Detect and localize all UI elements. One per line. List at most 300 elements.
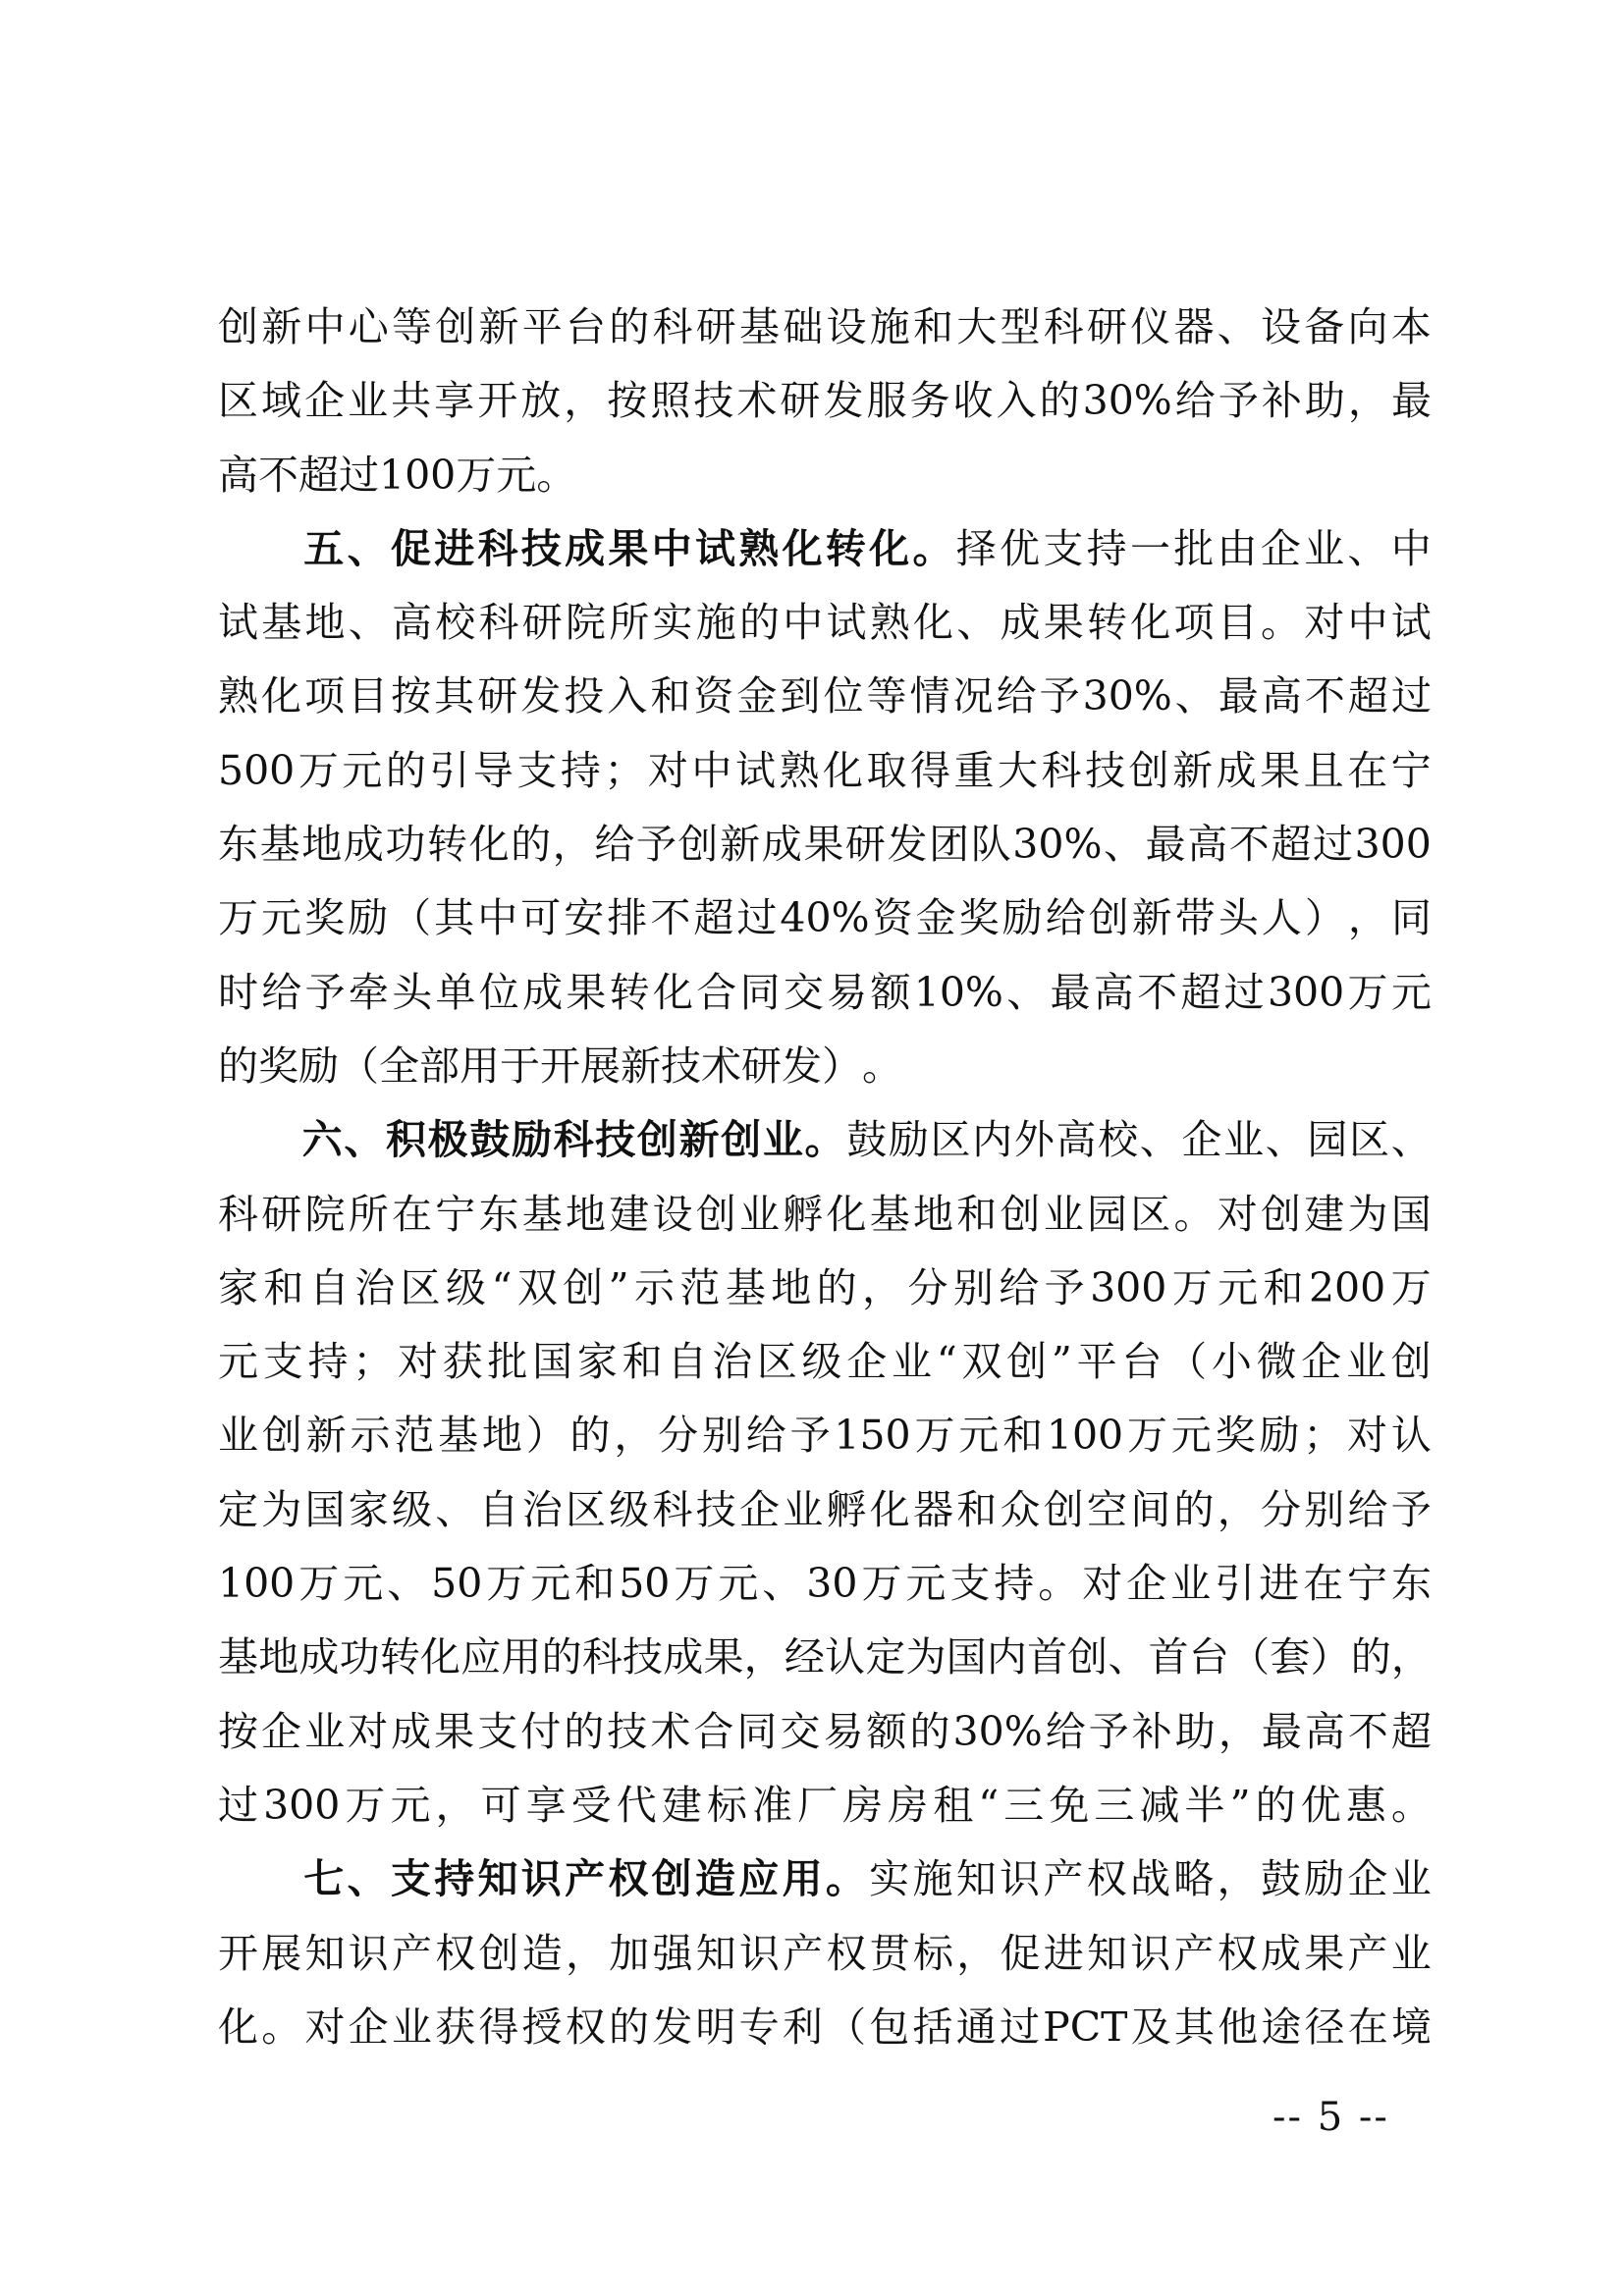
glyph: 获: [435, 2002, 476, 2051]
glyph: 企: [1181, 1116, 1222, 1164]
glyph: 10%: [913, 968, 1003, 1016]
glyph: 和: [913, 303, 953, 350]
glyph: 按: [218, 1707, 258, 1755]
glyph: 给: [745, 1412, 786, 1460]
glyph: 创: [1000, 1190, 1041, 1238]
glyph: 熟: [779, 746, 820, 794]
glyph: 合: [696, 968, 737, 1016]
glyph: 和: [956, 1485, 998, 1533]
glyph: 地: [566, 1190, 606, 1238]
glyph: 化: [869, 1485, 910, 1533]
glyph: 外: [1013, 1116, 1055, 1164]
text-line: [218, 586, 1432, 660]
glyph: 交: [783, 968, 824, 1016]
text-line: [218, 1030, 1432, 1103]
glyph: 创: [478, 1929, 519, 1977]
glyph: 宁: [1390, 746, 1432, 794]
glyph: 头: [1218, 894, 1259, 942]
glyph: 专: [738, 2002, 780, 2051]
glyph: 给: [1045, 1707, 1086, 1755]
glyph: 万: [1390, 1263, 1432, 1311]
glyph: 及: [1130, 2002, 1171, 2051]
glyph: 基: [259, 821, 300, 869]
glyph: 级: [392, 1485, 432, 1533]
glyph: 级: [801, 1338, 842, 1386]
glyph: 不: [258, 451, 298, 499]
text-line: [218, 660, 1432, 733]
glyph: 企: [348, 2002, 389, 2051]
glyph: 万: [1126, 1412, 1167, 1460]
glyph: 元: [261, 894, 302, 942]
glyph: 批: [487, 1338, 528, 1386]
text-line: [218, 1547, 1432, 1621]
glyph: 中: [1390, 524, 1432, 572]
glyph: 权: [565, 2002, 606, 2051]
glyph: 孵: [783, 1190, 824, 1238]
glyph: 享: [434, 377, 475, 425]
glyph: 化: [652, 968, 693, 1016]
glyph: 、: [1265, 1116, 1306, 1164]
glyph: 创: [636, 1116, 677, 1164]
glyph: 。: [1173, 1190, 1215, 1238]
glyph: 予: [635, 821, 677, 869]
glyph: 企: [304, 377, 346, 425]
glyph: 补: [1261, 377, 1302, 425]
text-line: [218, 1842, 1432, 1916]
glyph: 示: [350, 1412, 391, 1460]
glyph: 对: [1304, 599, 1345, 647]
glyph: 租: [933, 1781, 974, 1829]
glyph: 器: [913, 1485, 953, 1533]
glyph: 新: [1131, 894, 1172, 942]
glyph: 全: [379, 1041, 419, 1090]
glyph: 。: [1390, 1781, 1432, 1829]
glyph: 100: [218, 1560, 296, 1608]
glyph: 区: [1130, 1190, 1171, 1238]
glyph: （: [826, 2002, 867, 2051]
glyph: 业: [892, 1338, 933, 1386]
glyph: （: [1229, 1633, 1271, 1682]
glyph: 途: [1261, 2002, 1302, 2051]
glyph: 套: [1270, 1633, 1311, 1682]
glyph: 空: [1087, 1485, 1127, 1533]
glyph: 过: [1223, 968, 1265, 1016]
glyph: 的: [511, 821, 552, 869]
glyph: 。: [912, 524, 953, 572]
glyph: 于: [500, 1041, 540, 1090]
glyph: 用: [460, 1041, 500, 1090]
glyph: 不: [650, 894, 691, 942]
glyph: 东: [1391, 1560, 1432, 1608]
glyph: 可: [480, 1781, 521, 1829]
glyph: 科: [553, 1116, 594, 1164]
glyph: 展: [261, 1929, 302, 1977]
glyph: 知: [304, 1929, 346, 1977]
glyph: 识: [348, 1929, 389, 1977]
glyph: 中: [304, 303, 346, 350]
glyph: 投: [564, 672, 605, 721]
glyph: 成: [1261, 1929, 1301, 1977]
glyph: 展: [580, 1041, 621, 1090]
glyph: 40%: [780, 894, 870, 942]
glyph: 万: [298, 1560, 340, 1608]
glyph: 成: [565, 524, 606, 572]
glyph: 的: [564, 1707, 605, 1755]
glyph: 支: [477, 1707, 518, 1755]
glyph: 创: [651, 1855, 692, 1903]
glyph: 给: [999, 1263, 1040, 1311]
glyph: ，: [435, 1781, 476, 1829]
glyph: 基: [218, 1633, 258, 1682]
glyph: 成: [1000, 599, 1041, 647]
glyph: 果: [1260, 746, 1301, 794]
glyph: 的: [1173, 1485, 1215, 1533]
glyph: 务: [909, 377, 950, 425]
glyph: 的: [909, 1707, 950, 1755]
glyph: ）: [822, 1041, 862, 1090]
glyph: 鼓: [1260, 1855, 1301, 1903]
glyph: 家: [218, 1263, 258, 1311]
glyph: 新: [678, 1116, 720, 1164]
glyph: 战: [1129, 1855, 1170, 1903]
glyph: 基: [725, 1263, 766, 1311]
glyph: 成: [761, 821, 802, 869]
glyph: 三: [1003, 1781, 1045, 1829]
glyph: 试: [826, 599, 867, 647]
glyph: 300: [263, 1781, 341, 1829]
glyph: 高: [392, 599, 432, 647]
glyph: 科: [652, 303, 693, 350]
glyph: （: [339, 1041, 379, 1090]
glyph: 科: [218, 1190, 258, 1238]
glyph: 区: [930, 1116, 971, 1164]
glyph: 厂: [797, 1781, 839, 1829]
glyph: 鼓: [846, 1116, 888, 1164]
glyph: 对: [348, 1707, 389, 1755]
glyph: 转: [426, 821, 467, 869]
glyph: 获: [442, 1338, 483, 1386]
text-line: [218, 881, 1432, 955]
glyph: 熟: [218, 672, 258, 721]
glyph: 给: [1174, 377, 1216, 425]
glyph: 择: [955, 524, 997, 572]
glyph: 产: [565, 1855, 606, 1903]
glyph: 、: [1104, 821, 1145, 869]
glyph: 备: [1304, 303, 1345, 350]
glyph: 在: [1347, 2002, 1388, 2051]
glyph: 成: [343, 821, 384, 869]
glyph: 技: [693, 377, 734, 425]
glyph: 标: [706, 1781, 747, 1829]
glyph: 安: [564, 894, 605, 942]
glyph: 化: [826, 1190, 867, 1238]
glyph: 业: [304, 1707, 346, 1755]
glyph: 微: [1256, 1338, 1297, 1386]
glyph: ，: [1218, 1707, 1259, 1755]
glyph: 成: [298, 1633, 340, 1682]
glyph: 目: [348, 672, 389, 721]
glyph: 台: [1188, 1633, 1229, 1682]
glyph: 予: [1390, 1485, 1432, 1533]
glyph: ；: [1303, 1412, 1344, 1460]
glyph: 大: [998, 746, 1039, 794]
glyph: ；: [604, 746, 645, 794]
text-line: [218, 734, 1432, 808]
glyph: ，: [1347, 377, 1388, 425]
glyph: 受: [570, 1781, 612, 1829]
glyph: 试: [218, 599, 258, 647]
glyph: 且: [1303, 746, 1344, 794]
glyph: 团: [929, 821, 970, 869]
glyph: 、: [956, 599, 998, 647]
glyph: 认: [825, 1633, 866, 1682]
glyph: 不: [1347, 1707, 1388, 1755]
glyph: 150: [834, 1412, 911, 1460]
glyph: 级: [609, 1485, 650, 1533]
glyph: 用: [782, 1855, 823, 1903]
glyph: 元: [1218, 1263, 1259, 1311]
glyph: 的: [609, 303, 650, 350]
glyph: 基: [521, 1190, 563, 1238]
glyph: 万: [861, 1560, 902, 1608]
glyph: 合: [693, 1707, 734, 1755]
glyph: 助: [1304, 377, 1345, 425]
glyph: “: [491, 1263, 513, 1311]
text-line: [218, 1103, 1432, 1177]
text-line: [218, 1252, 1432, 1325]
glyph: 施: [869, 303, 910, 350]
glyph: 排: [607, 894, 648, 942]
glyph: 30: [806, 1560, 858, 1608]
glyph: 内: [972, 1116, 1013, 1164]
glyph: 对: [1082, 1560, 1123, 1608]
glyph: 、: [387, 1560, 428, 1608]
glyph: 自: [308, 1263, 350, 1311]
glyph: 转: [1087, 599, 1127, 647]
glyph: 其: [434, 894, 475, 942]
glyph: 三: [1094, 1781, 1135, 1829]
glyph: 发: [782, 1041, 822, 1090]
glyph: 300: [1267, 968, 1345, 1016]
glyph: 放: [520, 377, 562, 425]
glyph: 创: [1043, 1485, 1084, 1533]
glyph: 标: [913, 1929, 953, 1977]
glyph: 科: [581, 1633, 623, 1682]
glyph: 50: [431, 1560, 483, 1608]
glyph: 一: [1129, 524, 1170, 572]
glyph: 同: [739, 968, 781, 1016]
glyph: 予: [1218, 377, 1259, 425]
text-line: [218, 1991, 1432, 2064]
glyph: 国: [946, 1633, 987, 1682]
glyph: ，: [862, 1263, 903, 1311]
glyph: 按: [607, 377, 648, 425]
glyph: 业: [391, 2002, 432, 2051]
glyph: 大: [956, 303, 998, 350]
glyph: 平: [521, 303, 563, 350]
glyph: 创: [695, 1190, 736, 1238]
glyph: 熟: [869, 599, 910, 647]
glyph: 创: [1067, 1633, 1109, 1682]
glyph: 技: [520, 524, 562, 572]
glyph: 认: [1390, 1412, 1432, 1460]
glyph: ）: [1310, 1633, 1351, 1682]
glyph: 支: [516, 746, 558, 794]
glyph: 权: [826, 1929, 867, 1977]
glyph: 入: [607, 672, 648, 721]
glyph: 、: [348, 599, 389, 647]
glyph: 化: [822, 746, 863, 794]
glyph: 进: [434, 524, 475, 572]
glyph: 励: [888, 1116, 929, 1164]
glyph: 设: [652, 1190, 693, 1238]
glyph: 不: [1228, 821, 1270, 869]
glyph: 创: [1088, 894, 1129, 942]
glyph: 径: [1304, 2002, 1345, 2051]
glyph: 所: [609, 599, 650, 647]
text-line: [218, 439, 1432, 512]
glyph: 万: [674, 1560, 715, 1608]
glyph: 科: [478, 599, 519, 647]
glyph: 持: [994, 1560, 1035, 1608]
glyph: 500: [218, 746, 296, 794]
glyph: 万: [914, 1412, 955, 1460]
glyph: 设: [826, 303, 867, 350]
glyph: 分: [1261, 1485, 1301, 1533]
glyph: 业: [1390, 1855, 1432, 1903]
glyph: 术: [650, 1707, 691, 1755]
glyph: 区: [566, 1485, 606, 1533]
text-line: [218, 1695, 1432, 1769]
glyph: 双: [516, 1263, 558, 1311]
glyph: 超: [1347, 672, 1388, 721]
glyph: 在: [1347, 746, 1388, 794]
glyph: 和: [574, 1560, 616, 1608]
glyph: 批: [1173, 524, 1215, 572]
glyph: 新: [1172, 746, 1214, 794]
glyph: 同: [1390, 894, 1432, 942]
glyph: 过: [218, 1781, 258, 1829]
glyph: 予: [1044, 1263, 1085, 1311]
glyph: 园: [1307, 1116, 1348, 1164]
glyph: 收: [952, 377, 994, 425]
glyph: 持: [434, 1855, 475, 1903]
glyph: 识: [520, 1855, 562, 1903]
glyph: 超: [1180, 968, 1221, 1016]
glyph: 促: [1000, 1929, 1041, 1977]
glyph: 企: [739, 1485, 780, 1533]
glyph: 励: [1001, 894, 1043, 942]
glyph: 励: [511, 1116, 552, 1164]
glyph: 中: [477, 894, 518, 942]
glyph: 易: [827, 968, 868, 1016]
glyph: 的: [569, 1412, 611, 1460]
text-line: [218, 291, 1432, 364]
glyph: 进: [1043, 1929, 1084, 1977]
glyph: 300: [1090, 1263, 1167, 1311]
glyph: 重: [953, 746, 995, 794]
glyph: 技: [1085, 746, 1126, 794]
glyph: 超: [1271, 821, 1312, 869]
glyph: 项: [304, 672, 346, 721]
glyph: 项: [1173, 599, 1215, 647]
glyph: 的: [739, 599, 780, 647]
glyph: 经: [784, 1633, 825, 1682]
glyph: 过: [339, 451, 379, 499]
glyph: 其: [1173, 2002, 1215, 2051]
glyph: 术: [701, 1041, 741, 1090]
glyph: 的: [816, 1263, 857, 1311]
glyph: 业: [762, 1116, 803, 1164]
glyph: 引: [429, 746, 470, 794]
glyph: 研: [477, 672, 518, 721]
glyph: ，: [1347, 894, 1388, 942]
glyph: 不: [1304, 672, 1345, 721]
glyph: 基: [739, 303, 780, 350]
glyph: 元: [390, 1781, 431, 1829]
glyph: 区: [1349, 1116, 1390, 1164]
glyph: 六: [301, 1116, 343, 1164]
glyph: 建: [609, 1190, 650, 1238]
glyph: 化: [1130, 599, 1171, 647]
glyph: 创: [435, 303, 476, 350]
glyph: 30%: [1012, 821, 1103, 869]
glyph: 在: [392, 1190, 432, 1238]
glyph: 、: [1108, 1633, 1149, 1682]
glyph: 免: [1049, 1781, 1090, 1829]
glyph: 鼓: [469, 1116, 511, 1164]
glyph: 资: [872, 894, 913, 942]
glyph: 七: [303, 1855, 345, 1903]
glyph: 额: [866, 1707, 907, 1755]
glyph: 、: [1217, 303, 1258, 350]
glyph: 支: [262, 1338, 303, 1386]
glyph: 技: [661, 1041, 701, 1090]
glyph: 技: [595, 1116, 636, 1164]
glyph: 到: [780, 672, 821, 721]
glyph: 等: [392, 303, 432, 350]
glyph: 开: [477, 377, 518, 425]
glyph: 国: [304, 1485, 346, 1533]
glyph: 万: [1171, 1263, 1213, 1311]
glyph: 。: [825, 1855, 866, 1903]
glyph: 最: [1145, 821, 1186, 869]
glyph: 。: [1038, 1560, 1079, 1608]
glyph: 、: [1006, 968, 1048, 1016]
glyph: 共: [391, 377, 432, 425]
glyph: 成: [522, 968, 564, 1016]
glyph: 转: [825, 524, 866, 572]
glyph: 权: [608, 1855, 649, 1903]
glyph: 东: [478, 1190, 519, 1238]
glyph: ”: [1051, 1338, 1072, 1386]
glyph: 利: [782, 2002, 823, 2051]
glyph: 果: [703, 1633, 744, 1682]
glyph: 超: [298, 451, 339, 499]
glyph: 应: [460, 1633, 502, 1682]
text-line: [218, 808, 1432, 881]
glyph: 首: [1027, 1633, 1068, 1682]
glyph: 100: [1046, 1412, 1124, 1460]
glyph: 过: [1312, 821, 1353, 869]
glyph: 业: [218, 1412, 258, 1460]
glyph: 高: [218, 451, 258, 499]
paragraph-indent: [218, 512, 300, 586]
glyph: 试: [734, 746, 776, 794]
glyph: 产: [1043, 1855, 1084, 1903]
glyph: 房: [842, 1781, 884, 1829]
glyph: 元: [342, 746, 383, 794]
